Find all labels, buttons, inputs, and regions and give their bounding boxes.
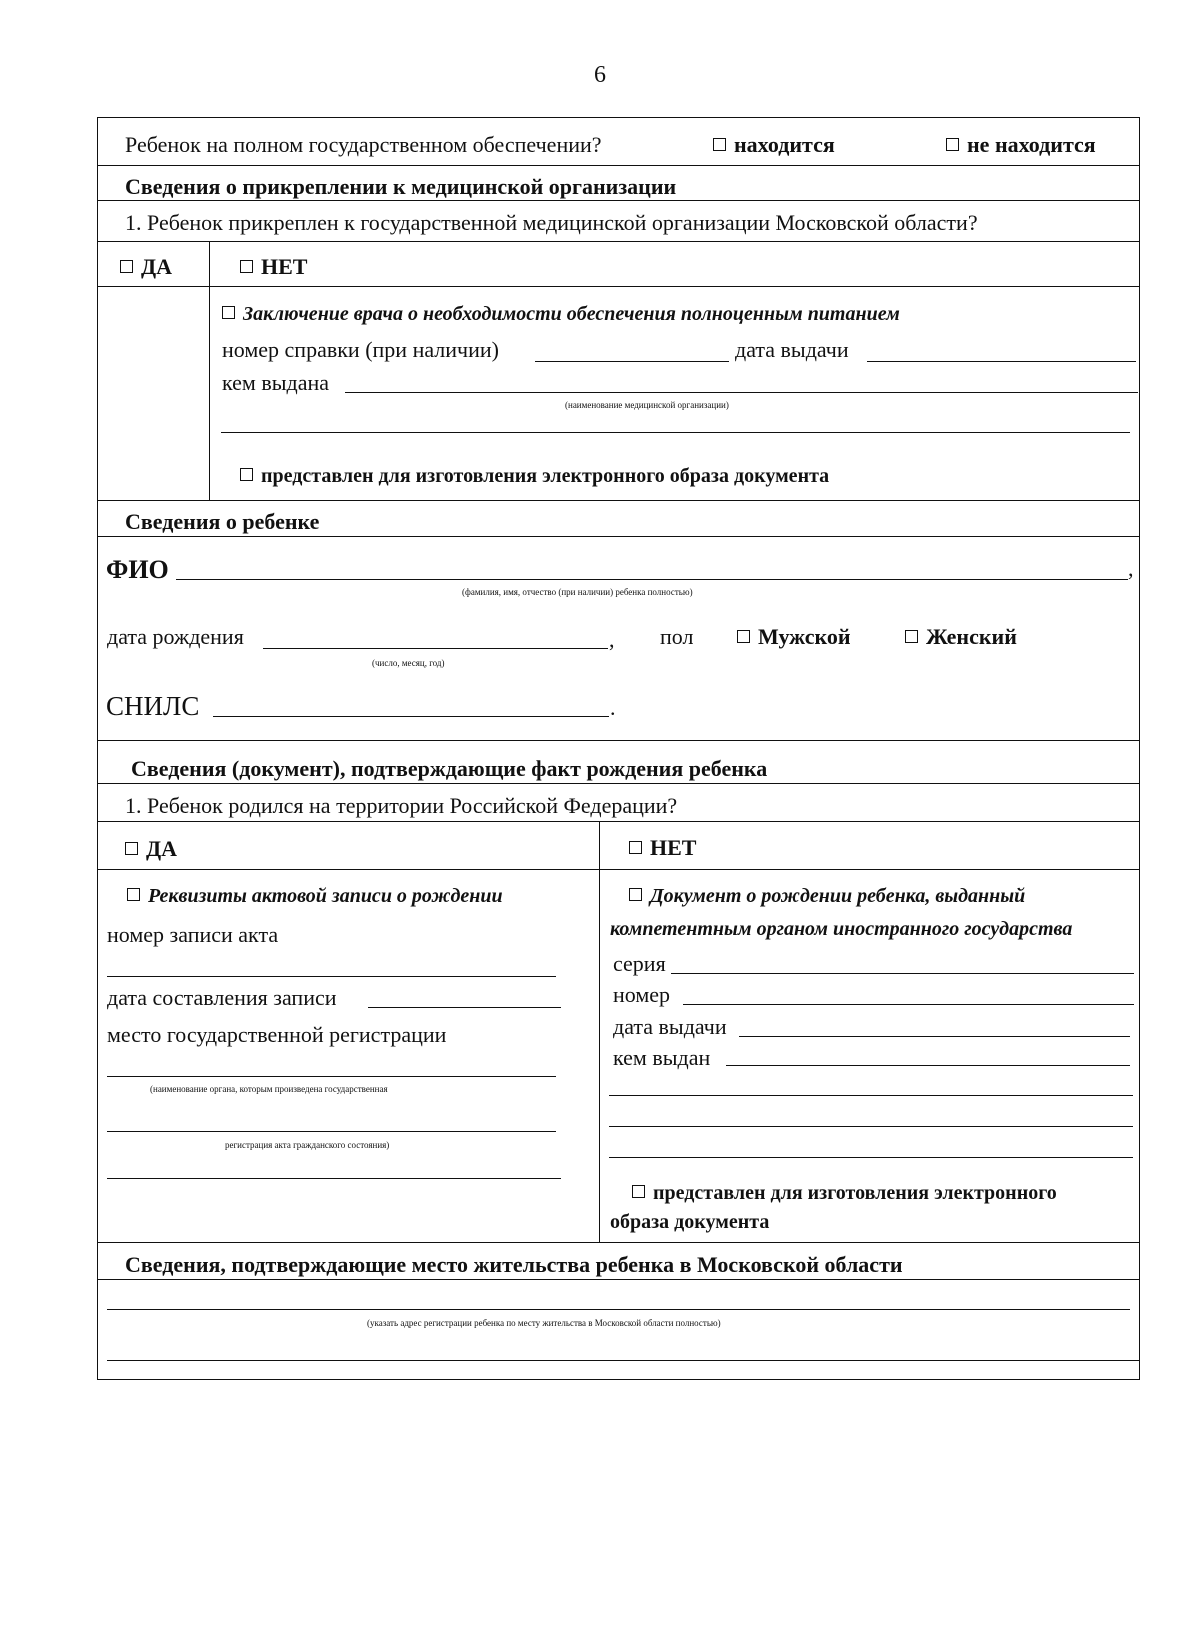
- medical-no[interactable]: НЕТ: [240, 256, 307, 278]
- sex-male[interactable]: Мужской: [737, 626, 851, 648]
- snils-period: .: [610, 695, 616, 720]
- medical-provided-option[interactable]: представлен для изготовления электронного образа документа: [240, 466, 829, 486]
- checkbox-icon[interactable]: [905, 630, 918, 643]
- checkbox-icon[interactable]: [240, 260, 253, 273]
- birth-date-field[interactable]: [263, 648, 608, 649]
- birth-date-label: дата рождения: [107, 624, 244, 649]
- cert-issue-date-field[interactable]: [867, 361, 1136, 362]
- foreign-issued-by-field-4[interactable]: [609, 1157, 1133, 1158]
- divider: [97, 165, 1140, 166]
- divider: [97, 869, 1140, 870]
- divider: [97, 1242, 1140, 1243]
- record-number-label: номер записи акта: [107, 922, 279, 947]
- snils-field[interactable]: [213, 716, 609, 717]
- divider: [599, 821, 600, 1242]
- cert-number-field[interactable]: [535, 361, 729, 362]
- foreign-issued-by-field-2[interactable]: [609, 1095, 1133, 1096]
- record-number-field[interactable]: [107, 976, 556, 977]
- residence-field[interactable]: [107, 1309, 1130, 1310]
- foreign-issued-by-label: кем выдан: [613, 1045, 711, 1070]
- sex-label: пол: [660, 624, 694, 649]
- foreign-issue-date-field[interactable]: [739, 1036, 1130, 1037]
- foreign-issued-by-field[interactable]: [726, 1065, 1130, 1066]
- reg-place-label: место государственной регистрации: [107, 1022, 447, 1047]
- cert-number-label: номер справки (при наличии): [222, 337, 499, 362]
- birth-date-hint: (число, месяц, год): [372, 658, 445, 668]
- foreign-issued-by-field-3[interactable]: [609, 1126, 1133, 1127]
- birth-provided-line-2: образа документа: [610, 1211, 770, 1233]
- birth-yes[interactable]: ДА: [125, 838, 177, 860]
- birth-section-header: Сведения (документ), подтверждающие факт рождения ребенка: [131, 756, 768, 781]
- medical-question: 1. Ребенок прикреплен к государственной медицинской организации Московской области?: [125, 210, 978, 235]
- foreign-doc-title-2: компетентным органом иностранного государства: [610, 918, 1073, 940]
- series-field[interactable]: [671, 973, 1134, 974]
- checkbox-icon[interactable]: [629, 888, 642, 901]
- checkbox-icon[interactable]: [222, 306, 235, 319]
- number-label: номер: [613, 982, 671, 1007]
- divider: [97, 783, 1140, 784]
- reg-place-field-2[interactable]: [107, 1131, 556, 1132]
- divider: [97, 1279, 1140, 1280]
- checkbox-icon[interactable]: [240, 468, 253, 481]
- doctor-conclusion-option[interactable]: Заключение врача о необходимости обеспечения полноценным питанием: [222, 304, 900, 324]
- checkbox-icon[interactable]: [713, 138, 726, 151]
- medical-section-header: Сведения о прикреплении к медицинской организации: [125, 174, 677, 199]
- page-number: 6: [594, 62, 606, 88]
- divider: [97, 286, 1140, 287]
- checkbox-icon[interactable]: [125, 842, 138, 855]
- cert-issued-by-field[interactable]: [345, 392, 1138, 393]
- residence-hint: (указать адрес регистрации ребенка по месту жительства в Московской области полностью): [367, 1318, 721, 1328]
- reg-place-field[interactable]: [107, 1076, 556, 1077]
- birth-no[interactable]: НЕТ: [629, 837, 696, 859]
- record-date-field[interactable]: [368, 1007, 561, 1008]
- reg-hint-2: регистрация акта гражданского состояния): [225, 1140, 390, 1150]
- cert-issued-by-label: кем выдана: [222, 370, 329, 395]
- divider: [97, 821, 1140, 822]
- checkbox-icon[interactable]: [632, 1185, 645, 1198]
- sex-female[interactable]: Женский: [905, 626, 1017, 648]
- birth-provided-option[interactable]: представлен для изготовления электронного: [632, 1183, 1057, 1203]
- divider: [97, 536, 1140, 537]
- birth-question: 1. Ребенок родился на территории Российской Федерации?: [125, 793, 678, 818]
- checkbox-icon[interactable]: [946, 138, 959, 151]
- snils-label: СНИЛС: [106, 691, 200, 721]
- divider: [97, 740, 1140, 741]
- divider: [97, 500, 1140, 501]
- residence-field-2[interactable]: [107, 1360, 1139, 1361]
- state-support-no[interactable]: не находится: [946, 134, 1096, 156]
- fio-comma: ,: [1128, 556, 1134, 581]
- birth-date-comma: ,: [609, 627, 615, 652]
- checkbox-icon[interactable]: [120, 260, 133, 273]
- child-section-header: Сведения о ребенке: [125, 509, 320, 534]
- state-support-yes[interactable]: находится: [713, 134, 835, 156]
- foreign-doc-option[interactable]: Документ о рождении ребенка, выданный: [629, 886, 1025, 906]
- fio-label: ФИО: [106, 555, 169, 584]
- residence-section-header: Сведения, подтверждающие место жительства ребенка в Московской области: [125, 1252, 903, 1277]
- fio-field[interactable]: [176, 579, 1128, 580]
- divider: [97, 200, 1140, 201]
- org-hint: (наименование медицинской организации): [565, 400, 729, 410]
- medical-yes[interactable]: ДА: [120, 256, 172, 278]
- divider: [97, 241, 1140, 242]
- checkbox-icon[interactable]: [127, 888, 140, 901]
- state-support-question: Ребенок на полном государственном обеспечении?: [125, 132, 602, 157]
- fio-hint: (фамилия, имя, отчество (при наличии) ребенка полностью): [462, 587, 693, 597]
- reg-hint-1: (наименование органа, которым произведена государственная: [150, 1084, 388, 1094]
- number-field[interactable]: [683, 1004, 1134, 1005]
- checkbox-icon[interactable]: [629, 841, 642, 854]
- series-label: серия: [613, 951, 666, 976]
- checkbox-icon[interactable]: [737, 630, 750, 643]
- foreign-issue-date-label: дата выдачи: [613, 1014, 727, 1039]
- record-date-label: дата составления записи: [107, 985, 337, 1010]
- cert-issued-by-field-2[interactable]: [221, 432, 1130, 433]
- record-title-option[interactable]: Реквизиты актовой записи о рождении: [127, 886, 503, 906]
- cert-issue-date-label: дата выдачи: [735, 337, 849, 362]
- reg-place-field-3[interactable]: [107, 1178, 561, 1179]
- divider: [209, 241, 210, 500]
